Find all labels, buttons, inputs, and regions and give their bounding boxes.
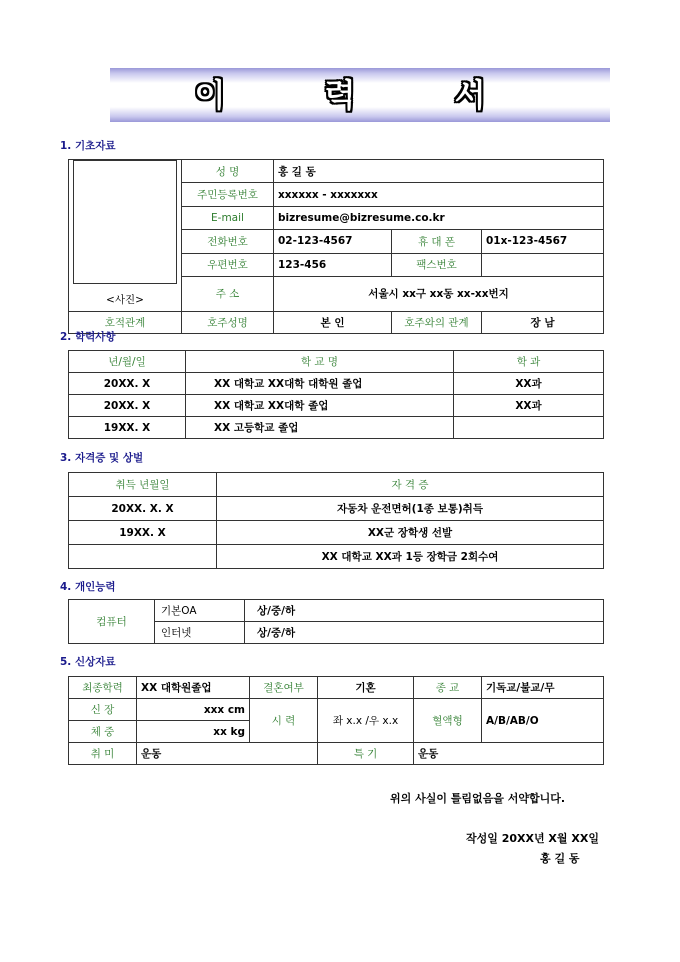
rrn-label: 주민등록번호	[182, 183, 274, 206]
edu-date: 20XX. X	[69, 373, 186, 395]
edu-major: XX과	[454, 373, 604, 395]
section-basic-title: 1. 기초자료	[60, 140, 116, 152]
final-edu-value: XX 대학원졸업	[137, 677, 250, 699]
married-value: 기혼	[318, 677, 414, 699]
sight-label: 시 력	[250, 699, 318, 743]
license-date	[69, 545, 217, 569]
email-label: E-mail	[182, 206, 274, 229]
signer-name: 홍 길 동	[540, 852, 580, 865]
table-row	[69, 497, 604, 521]
special-value: 운동	[414, 743, 604, 765]
edu-school: XX 고등학교 졸업	[186, 417, 454, 439]
ability-level: 상/중/하	[245, 600, 604, 622]
address-value: 서울시 xx구 xx동 xx-xx번지	[274, 276, 604, 311]
sight-value: 좌 x.x /우 x.x	[318, 699, 414, 743]
table-row	[69, 373, 604, 395]
edu-major: XX과	[454, 395, 604, 417]
special-label: 특 기	[318, 743, 414, 765]
blood-value: A/B/AB/O	[482, 699, 604, 743]
edu-school: XX 대학교 XX대학 대학원 졸업	[186, 373, 454, 395]
personal-table	[68, 676, 604, 765]
edu-major	[454, 417, 604, 439]
education-table	[68, 350, 604, 439]
phone-label: 전화번호	[182, 230, 274, 253]
ability-category: 컴퓨터	[69, 600, 155, 644]
photo-box	[73, 160, 177, 284]
blood-label: 혈액형	[414, 699, 482, 743]
edu-school: XX 대학교 XX대학 졸업	[186, 395, 454, 417]
license-table	[68, 472, 604, 569]
table-row	[69, 395, 604, 417]
address-label: 주 소	[182, 276, 274, 311]
table-row	[69, 545, 604, 569]
ability-item: 기본OA	[155, 600, 245, 622]
height-label: 신 장	[69, 699, 137, 721]
license-name: XX 대학교 XX과 1등 장학금 2회수여	[217, 545, 604, 569]
edu-header-date: 년/월/일	[69, 351, 186, 373]
zip-label: 우편번호	[182, 253, 274, 276]
weight-value: xx kg	[137, 721, 250, 743]
rrn-value: xxxxxx - xxxxxxx	[274, 183, 604, 206]
final-edu-label: 최종학력	[69, 677, 137, 699]
ability-level: 상/중/하	[245, 622, 604, 644]
hobby-label: 취 미	[69, 743, 137, 765]
edu-date: 19XX. X	[69, 417, 186, 439]
relation-value: 장 남	[482, 312, 604, 334]
email-value: bizresume@bizresume.co.kr	[274, 206, 604, 229]
license-header-date: 취득 년월일	[69, 473, 217, 497]
photo-area	[69, 160, 182, 312]
zip-value: 123-456	[274, 253, 392, 276]
married-label: 결혼여부	[250, 677, 318, 699]
name-label: 성 명	[182, 160, 274, 183]
ability-table	[68, 599, 604, 644]
religion-value: 기독교/불교/무	[482, 677, 604, 699]
ability-item: 인터넷	[155, 622, 245, 644]
table-row	[69, 521, 604, 545]
religion-label: 종 교	[414, 677, 482, 699]
phone-value: 02-123-4567	[274, 230, 392, 253]
weight-label: 체 중	[69, 721, 137, 743]
hobby-value: 운동	[137, 743, 318, 765]
mobile-value: 01x-123-4567	[482, 230, 604, 253]
table-row	[69, 417, 604, 439]
fax-value	[482, 253, 604, 276]
section-ability-title: 4. 개인능력	[60, 581, 116, 593]
license-date: 19XX. X	[69, 521, 217, 545]
family-head-label: 호주성명	[182, 312, 274, 334]
license-date: 20XX. X. X	[69, 497, 217, 521]
name-value: 홍 길 동	[274, 160, 604, 183]
edu-header-school: 학 교 명	[186, 351, 454, 373]
family-relation-label: 호적관계	[69, 312, 182, 334]
written-date: 작성일 20XX년 X월 XX일	[466, 832, 599, 845]
section-personal-title: 5. 신상자료	[60, 656, 116, 668]
photo-label: <사진>	[106, 294, 144, 306]
license-header-name: 자 격 증	[217, 473, 604, 497]
family-head-value: 본 인	[274, 312, 392, 334]
edu-date: 20XX. X	[69, 395, 186, 417]
section-license-title: 3. 자격증 및 상벌	[60, 452, 144, 464]
page-title: 이 력 서	[194, 76, 530, 114]
license-name: XX군 장학생 선발	[217, 521, 604, 545]
section-education-title: 2. 학력사항	[60, 331, 116, 343]
mobile-label: 휴 대 폰	[392, 230, 482, 253]
edu-header-major: 학 과	[454, 351, 604, 373]
height-value: xxx cm	[137, 699, 250, 721]
fax-label: 팩스번호	[392, 253, 482, 276]
license-name: 자동차 운전면허(1종 보통)취득	[217, 497, 604, 521]
relation-label: 호주와의 관계	[392, 312, 482, 334]
basic-info-table	[68, 159, 604, 334]
pledge-text: 위의 사실이 틀림없음을 서약합니다.	[390, 792, 566, 805]
